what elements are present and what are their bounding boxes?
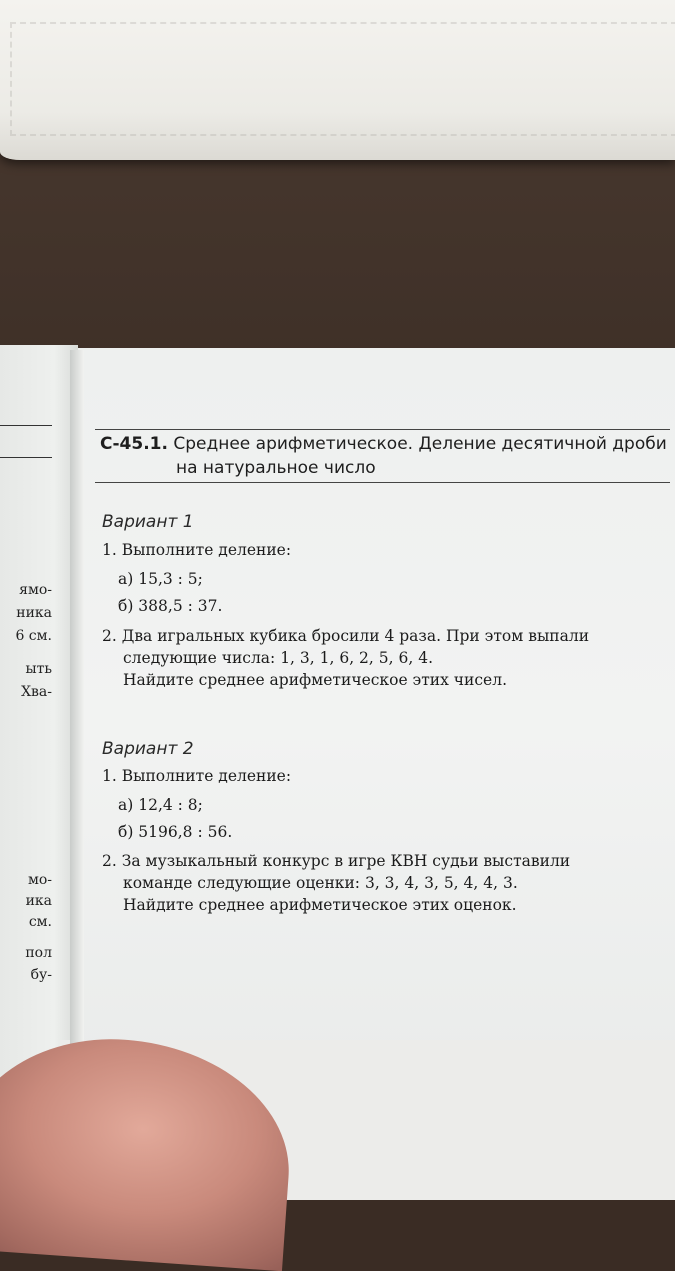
- variant1-task1-prompt: 1. Выполните деление:: [102, 541, 292, 559]
- left-page-fragment: 6 см.: [15, 628, 52, 644]
- variant1-task2-line1: 2. Два игральных кубика бросили 4 раза. При этом выпали: [102, 627, 590, 645]
- variant2-task2-line3: Найдите среднее арифметическое этих оценок.: [123, 896, 517, 914]
- book-gutter: [70, 350, 84, 1090]
- variant2-task1-a: а) 12,4 : 8;: [118, 796, 203, 814]
- section-code: С-45.1.: [100, 434, 168, 454]
- right-page: [78, 348, 675, 1108]
- left-page-fragment: см.: [28, 914, 52, 930]
- variant2-task1-b: б) 5196,8 : 56.: [118, 823, 233, 841]
- variant1-task1-b: б) 388,5 : 37.: [118, 597, 223, 615]
- left-page-fragment: бу-: [30, 967, 52, 983]
- variant1-task1-a: а) 15,3 : 5;: [118, 570, 203, 588]
- section-heading: [100, 434, 667, 454]
- variant1-task2-line3: Найдите среднее арифметическое этих чисел.: [123, 671, 508, 689]
- left-page-fragment: ика: [25, 893, 52, 909]
- variant1-label: Вариант 1: [102, 512, 194, 532]
- left-page-rule: [0, 457, 52, 458]
- left-page: [0, 345, 78, 1105]
- variant2-label: Вариант 2: [102, 739, 194, 759]
- variant1-task2-line2: следующие числа: 1, 3, 1, 6, 2, 5, 6, 4.: [123, 649, 433, 667]
- left-page-rule: [0, 425, 52, 426]
- white-cloth: [0, 0, 675, 160]
- left-page-fragment: Хва-: [21, 684, 52, 700]
- header-bottom-rule: [95, 482, 670, 483]
- left-page-fragment: ямо-: [19, 582, 52, 598]
- left-page-fragment: ыть: [25, 661, 52, 677]
- header-top-rule: [95, 429, 670, 430]
- section-title-line2: на натуральное число: [176, 458, 376, 478]
- variant2-task2-line1: 2. За музыкальный конкурс в игре КВН судьи выставили: [102, 852, 571, 870]
- left-page-fragment: мо-: [27, 872, 52, 888]
- left-page-fragment: ника: [16, 605, 52, 621]
- variant2-task2-line2: команде следующие оценки: 3, 3, 4, 3, 5, 4, 4, 3.: [123, 874, 518, 892]
- cloth-hem: [10, 22, 675, 136]
- variant2-task1-prompt: 1. Выполните деление:: [102, 767, 292, 785]
- section-title-line1: Среднее арифметическое. Деление десятичной дроби: [173, 434, 667, 454]
- left-page-fragment: пол: [25, 945, 52, 961]
